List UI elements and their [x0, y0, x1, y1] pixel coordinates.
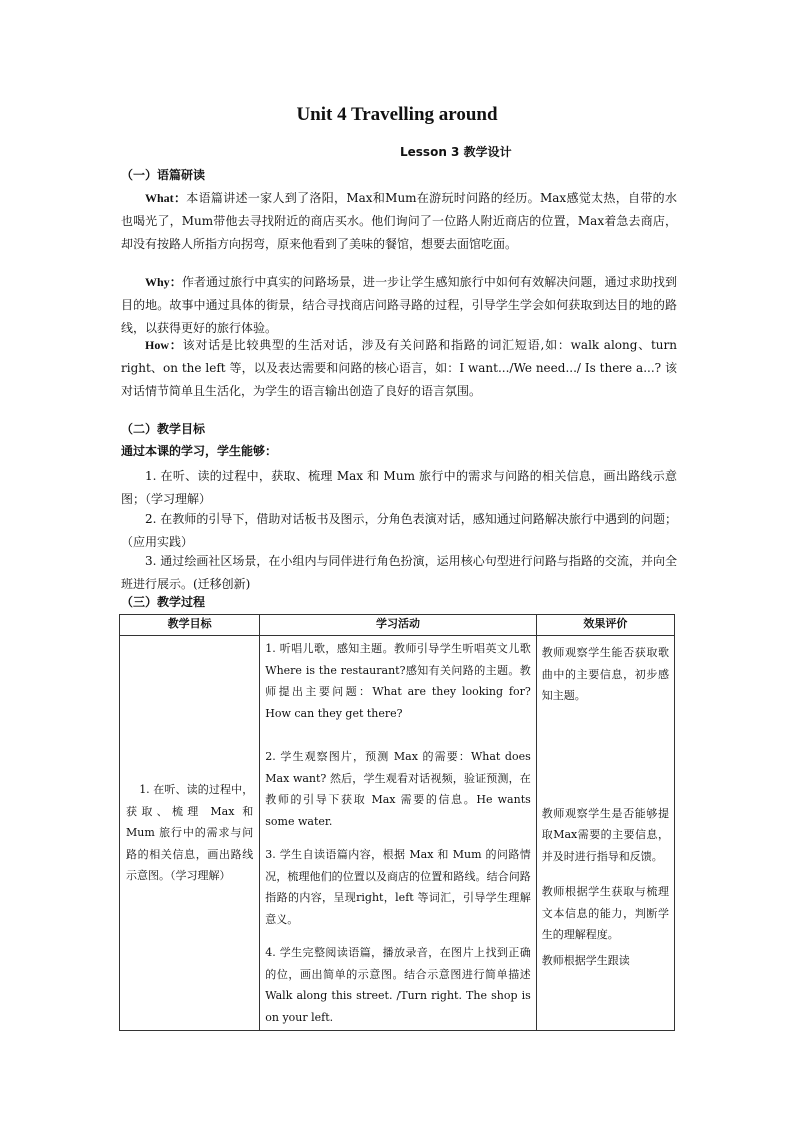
why-text: 作者通过旅行中真实的问路场景，进一步让学生感知旅行中如何有效解决问题，通过求助找到目的地。故事中通过具体的街景，结合寻找商店问路寻路的过程，引导学生学会如何获取到达目的地的路线，以获得更好的旅行体验。	[121, 275, 677, 336]
why-label: Why：	[145, 275, 182, 289]
goal-item-1: 1. 在听、读的过程中，获取、梳理 Max 和 Mum 旅行中的需求与问路的相关信息，画出路线示意图；（学习理解）	[121, 469, 677, 507]
header-activity: 学习活动	[260, 615, 537, 636]
section2-heading: （二）教学目标	[121, 422, 206, 436]
how-text: 该对话是比较典型的生活对话，涉及有关问路和指路的词汇短语,如：walk along、turn right、on the left 等，以及表达需要和问路的核心语言，如：I want.../We need.../ Is there a...? 该对话情节简单且生活化，为学生的语言输出创造了良好的语言氛围。	[121, 338, 677, 399]
evaluation-2: 教师观察学生是否能够提取Max需要的主要信息，并及时进行指导和反馈。	[541, 806, 669, 863]
document-title: Unit 4 Travelling around	[296, 104, 498, 125]
section1-heading: （一）语篇研读	[121, 168, 206, 182]
goal-item-2: 2. 在教师的引导下，借助对话板书及图示，分角色表演对话，感知通过问路解决旅行中遇到的问题；（应用实践）	[121, 512, 677, 550]
activity-2: 2. 学生观察图片，预测 Max 的需要：What does Max want? 然后，学生观看对话视频，验证预测，在教师的引导下获取 Max 需要的信息。He wants some water.	[265, 750, 531, 828]
why-paragraph	[121, 271, 677, 341]
activity-1: 1. 听唱儿歌，感知主题。教师引导学生听唱英文儿歌 Where is the restaurant?感知有关问路的主题。教师提出主要问题：What are they looking for? How can they get there?	[265, 642, 531, 720]
evaluation-cell	[536, 636, 674, 1031]
what-label: What：	[145, 191, 187, 205]
process-table	[119, 614, 675, 1031]
activity-3: 3. 学生自读语篇内容，根据 Max 和 Mum 的问路情况，梳理他们的位置以及商店的位置和路线。结合问路指路的内容，呈现right，left 等词汇，引导学生理解意义。	[265, 848, 531, 926]
goal-cell: 1. 在听、读的过程中，获取、梳理 Max 和 Mum 旅行中的需求与问路的相关信息，画出路线示意图。（学习理解）	[120, 636, 260, 1031]
document-subtitle: Lesson 3 教学设计	[400, 145, 512, 159]
evaluation-4: 教师根据学生跟读	[541, 953, 630, 967]
goal-item-3: 3. 通过绘画社区场景，在小组内与同伴进行角色扮演，运用核心句型进行问路与指路的交流，并向全班进行展示。(迁移创新)	[121, 554, 677, 592]
activity-4: 4. 学生完整阅读语篇，播放录音，在图片上找到正确的位，画出简单的示意图。结合示意图进行简单描述 Walk along this street. /Turn right. The shop is on your left.	[265, 946, 531, 1024]
what-paragraph	[121, 187, 677, 257]
evaluation-3: 教师根据学生获取与梳理文本信息的能力，判断学生的理解程度。	[541, 885, 669, 941]
evaluation-1: 教师观察学生能否获取歌曲中的主要信息，初步感知主题。	[541, 646, 669, 702]
header-goal: 教学目标	[120, 615, 260, 636]
what-text: 本语篇讲述一家人到了洛阳，Max和Mum在游玩时问路的经历。Max感觉太热，自带的水也喝光了，Mum带他去寻找附近的商店买水。他们询问了一位路人附近商店的位置，Max着急去商店，却没有按路人所指方向拐弯，原来他看到了美味的餐馆，想要去面馆吃面。	[121, 191, 677, 252]
how-paragraph	[121, 334, 677, 404]
activity-cell	[260, 636, 537, 1031]
how-label: How：	[145, 338, 183, 352]
table-row	[120, 636, 675, 1031]
header-evaluation: 效果评价	[536, 615, 674, 636]
table-header-row	[120, 615, 675, 636]
goals-intro: 通过本课的学习，学生能够：	[121, 444, 278, 458]
section3-heading: （三）教学过程	[121, 595, 206, 609]
